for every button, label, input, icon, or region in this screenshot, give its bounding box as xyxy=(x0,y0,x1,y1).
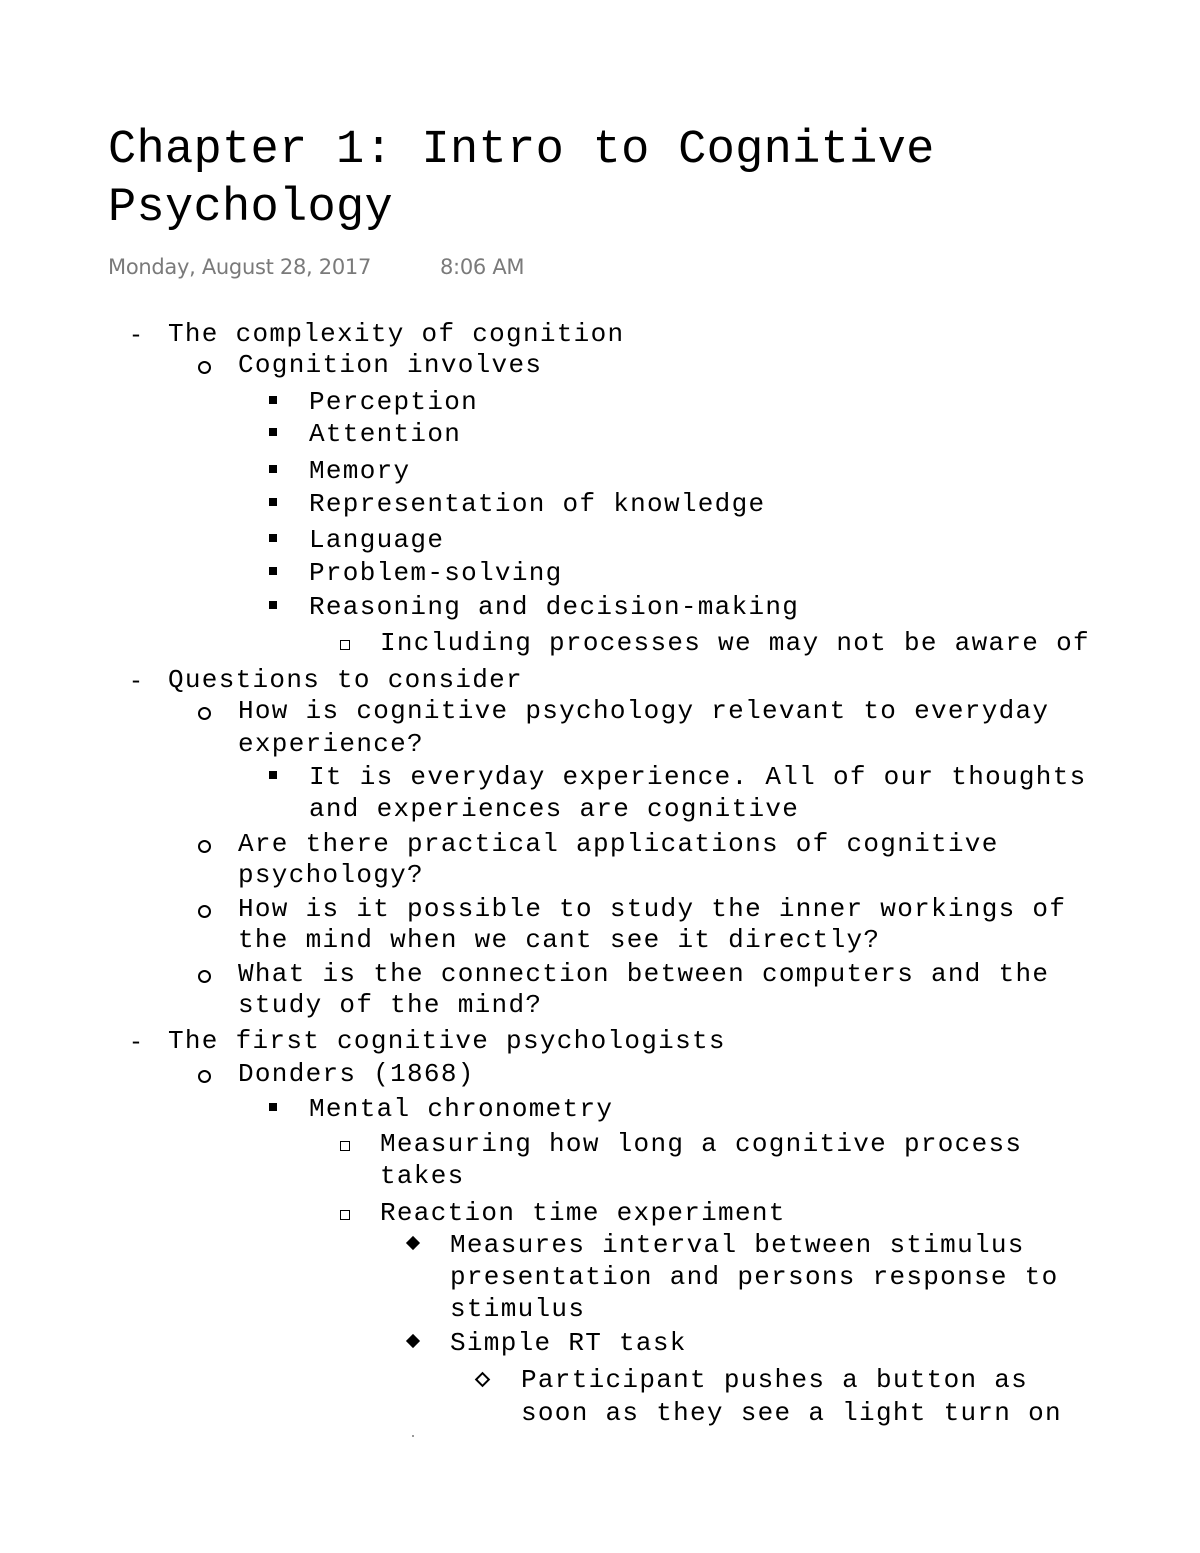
outline-item: soon as they see a light turn on xyxy=(521,1398,1062,1428)
outline-item: Including processes we may not be aware of xyxy=(380,628,1090,658)
outline-item: The first cognitive psychologists xyxy=(168,1026,726,1056)
outline-item: What is the connection between computers and the xyxy=(238,959,1050,989)
outline-item: Cognition involves xyxy=(238,350,543,380)
outline-item: study of the mind? xyxy=(238,990,543,1020)
dash-bullet-icon: - xyxy=(131,666,141,694)
outline-item: stimulus xyxy=(450,1294,586,1324)
open-square-bullet-icon xyxy=(340,640,350,650)
filled-square-bullet-icon xyxy=(269,396,277,404)
open-square-bullet-icon xyxy=(340,1141,350,1151)
open-square-bullet-icon xyxy=(340,1210,350,1220)
filled-square-bullet-icon xyxy=(269,771,277,779)
circle-bullet-icon xyxy=(198,707,211,720)
filled-square-bullet-icon xyxy=(269,534,277,542)
outline-item: experience? xyxy=(238,729,424,759)
dash-bullet-icon: - xyxy=(131,320,141,348)
filled-square-bullet-icon xyxy=(269,498,277,506)
outline-item: Problem-solving xyxy=(309,558,563,588)
outline-item: Participant pushes a button as xyxy=(521,1365,1029,1395)
page-speck xyxy=(412,1435,414,1437)
circle-bullet-icon xyxy=(198,1070,211,1083)
outline-item: Are there practical applications of cognitive xyxy=(238,829,999,859)
outline-item: How is cognitive psychology relevant to everyday xyxy=(238,696,1050,726)
filled-square-bullet-icon xyxy=(269,1103,277,1111)
note-time: 8:06 AM xyxy=(440,255,525,279)
outline-item: Language xyxy=(309,525,445,555)
outline-item: takes xyxy=(380,1161,465,1191)
dash-bullet-icon: - xyxy=(131,1027,141,1055)
outline-item: Attention xyxy=(309,419,462,449)
note-timestamp xyxy=(108,255,525,279)
outline-item: Questions to consider xyxy=(168,665,523,695)
outline-item: Mental chronometry xyxy=(309,1094,614,1124)
outline-item: presentation and persons response to xyxy=(450,1262,1059,1292)
filled-diamond-bullet-icon xyxy=(406,1236,420,1250)
outline-item: psychology? xyxy=(238,860,424,890)
circle-bullet-icon xyxy=(198,905,211,918)
outline-item: the mind when we cant see it directly? xyxy=(238,925,881,955)
circle-bullet-icon xyxy=(198,361,211,374)
outline-item: It is everyday experience. All of our thoughts xyxy=(309,762,1087,792)
outline-item: Representation of knowledge xyxy=(309,489,766,519)
filled-diamond-bullet-icon xyxy=(406,1334,420,1348)
outline-item: Reaction time experiment xyxy=(380,1198,786,1228)
outline-item: Simple RT task xyxy=(450,1328,687,1358)
outline-item: Memory xyxy=(309,456,411,486)
filled-square-bullet-icon xyxy=(269,465,277,473)
outline-item: The complexity of cognition xyxy=(168,319,625,349)
page-title: Chapter 1: Intro to Cognitive Psychology xyxy=(108,124,935,235)
outline-item: Measures interval between stimulus xyxy=(450,1230,1025,1260)
circle-bullet-icon xyxy=(198,840,211,853)
filled-square-bullet-icon xyxy=(269,601,277,609)
outline-item: Perception xyxy=(309,387,479,417)
outline-item: Reasoning and decision-making xyxy=(309,592,800,622)
filled-square-bullet-icon xyxy=(269,428,277,436)
outline-item: Donders (1868) xyxy=(238,1059,475,1089)
outline-item: How is it possible to study the inner workings of xyxy=(238,894,1067,924)
filled-square-bullet-icon xyxy=(269,567,277,575)
outline-item: and experiences are cognitive xyxy=(309,794,800,824)
outline-item: Measuring how long a cognitive process xyxy=(380,1129,1023,1159)
note-date: Monday, August 28, 2017 xyxy=(108,255,372,279)
open-diamond-bullet-icon xyxy=(475,1372,491,1388)
circle-bullet-icon xyxy=(198,970,211,983)
